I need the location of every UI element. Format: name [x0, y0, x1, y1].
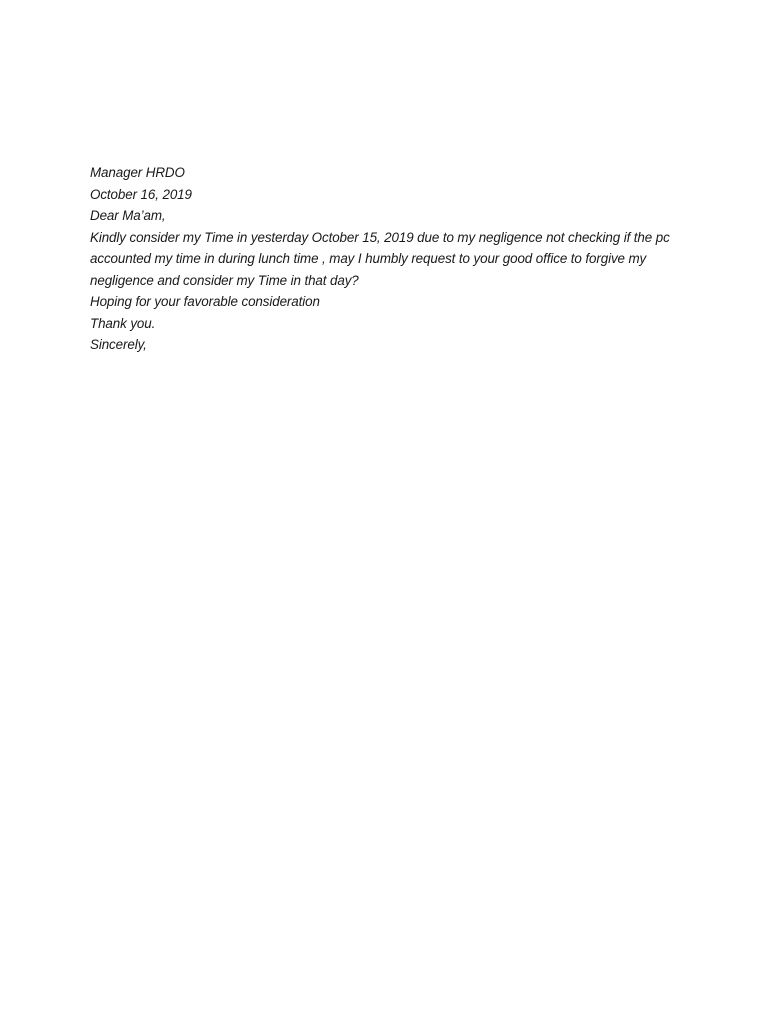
thanks-line: Thank you.	[90, 315, 156, 331]
letter-body	[90, 162, 682, 356]
recipient: Manager HRDO	[90, 165, 185, 180]
letter-date: October 16, 2019	[90, 186, 192, 202]
letter-paragraph: Kindly consider my Time in yesterday October 15, 2019 due to my negligence not checking if the pc accounted my time in during lunch time , may I humbly request to your good office to forgive my negligence and consider my Time in that day?	[90, 229, 670, 288]
salutation: Dear Ma’am,	[90, 208, 166, 223]
closing-line: Hoping for your favorable consideration	[90, 294, 320, 309]
signoff: Sincerely,	[90, 337, 147, 352]
